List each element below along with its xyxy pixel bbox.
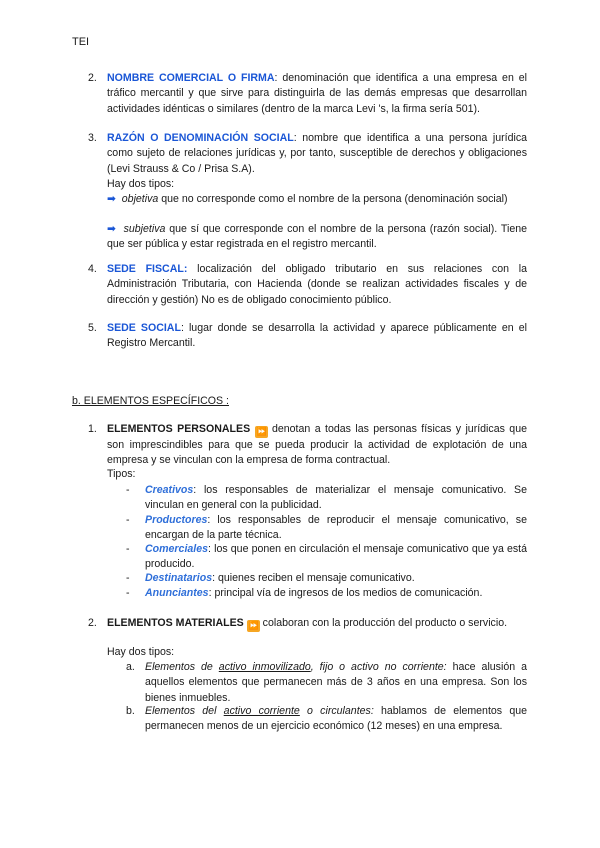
term-sede-social: SEDE SOCIAL — [107, 322, 181, 334]
list-item-sede-fiscal — [107, 262, 527, 308]
type-text: hablamos de elementos que permanecen menos de un ejercicio económico (12 meses) en una empresa. — [145, 705, 527, 733]
type-post: , fijo o activo no corriente: — [310, 661, 447, 673]
type-anunciantes — [145, 586, 527, 601]
term-nombre-comercial: NOMBRE COMERCIAL O FIRMA — [107, 72, 275, 84]
list-number: 1. — [88, 423, 97, 435]
type-post: o circulantes: — [299, 705, 374, 717]
type-activo-inmovilizado — [145, 660, 527, 706]
types-intro: Hay dos tipos: — [107, 178, 175, 190]
type-text: : los responsables de reproducir el mensaje comunicativo, se encargan de la parte técnica. — [145, 514, 527, 542]
list-item-sede-social — [107, 321, 527, 352]
type-subjetiva — [107, 222, 527, 253]
term-sede-fiscal: SEDE FISCAL: — [107, 263, 188, 275]
dash-bullet: - — [126, 543, 130, 555]
term-razon-social: RAZÓN O DENOMINACIÓN SOCIAL — [107, 132, 294, 144]
list-item-nombre-comercial — [107, 71, 527, 117]
list-number: 4. — [88, 263, 97, 275]
types-intro: Tipos: — [107, 468, 136, 480]
type-text: hace alusión a aquellos elementos que permanecen más de 3 años en una empresa. Son los bienes inmuebles. — [145, 661, 527, 704]
term-elementos-personales: ELEMENTOS PERSONALES — [107, 423, 251, 435]
sub-number: a. — [126, 661, 135, 673]
type-text: : los responsables de materializar el mensaje comunicativo. Se vinculan en general con la publicidad. — [145, 484, 527, 512]
arrow-right-icon: ➡ — [107, 193, 116, 205]
type-name: subjetiva — [123, 223, 166, 235]
type-underlined: activo inmovilizado — [218, 661, 311, 673]
dash-bullet: - — [126, 572, 130, 584]
type-pre: Elementos del — [145, 705, 224, 717]
definition-text: : denominación que identifica a una empresa en el tráfico mercantil y que sirve para distinguirla de las demás empresas que desarrollan actividades idénticas o similares (dentro de la marca Levi 's, la firma sería 501). — [107, 72, 527, 115]
list-number: 2. — [88, 617, 97, 629]
type-underlined: activo corriente — [223, 705, 300, 717]
type-text: : los que ponen en circulación el mensaje comunicativo que ya está producido. — [145, 543, 527, 571]
types-intro: Hay dos tipos: — [107, 646, 175, 658]
type-name: Destinatarios — [145, 572, 213, 584]
term-elementos-materiales: ELEMENTOS MATERIALES — [107, 617, 244, 629]
definition-text: : lugar donde se desarrolla la actividad y aparece públicamente en el Registro Mercantil. — [107, 322, 527, 350]
definition-text: : nombre que identifica a una persona jurídica como sujeto de relaciones jurídicas y, por tanto, susceptible de derechos y obligaciones (Levi Strauss & Co / Prisa S.A). — [107, 132, 528, 175]
type-name: Creativos — [145, 484, 194, 496]
arrow-right-icon: ➡ — [107, 223, 116, 235]
type-comerciales — [145, 542, 527, 573]
list-number: 5. — [88, 322, 97, 334]
list-number: 2. — [88, 72, 97, 84]
type-text: que sí que corresponde con el nombre de la persona (razón social). Tiene que ser pública y estar registrada en el registro mercantil. — [107, 223, 527, 251]
sub-number: b. — [126, 705, 135, 717]
type-name: Productores — [145, 514, 208, 526]
fast-forward-icon: ⏩ — [247, 620, 260, 632]
type-name: Anunciantes — [145, 587, 209, 599]
list-item-elementos-materiales — [107, 616, 527, 632]
type-creativos — [145, 483, 527, 514]
dash-bullet: - — [126, 587, 130, 599]
type-productores — [145, 513, 527, 544]
definition-text: colaboran con la producción del producto o servicio. — [259, 617, 508, 629]
list-item-elementos-personales — [107, 422, 527, 469]
type-objetiva — [107, 192, 527, 207]
type-text: : principal vía de ingresos de los medios de comunicación. — [208, 587, 483, 599]
type-pre: Elementos de — [145, 661, 219, 673]
dash-bullet: - — [126, 514, 130, 526]
definition-text: localización del obligado tributario en sus relaciones con la Administración Tributaria, con Hacienda (donde se realizan actividades fiscales y de dirección y gestión) No es de obligado conocimiento público. — [107, 263, 527, 306]
type-destinatarios — [145, 571, 527, 586]
type-text: : quienes reciben el mensaje comunicativo. — [212, 572, 415, 584]
fast-forward-icon: ⏩ — [255, 426, 268, 438]
type-name: Comerciales — [145, 543, 209, 555]
list-number: 3. — [88, 132, 97, 144]
dash-bullet: - — [126, 484, 130, 496]
section-heading: b. ELEMENTOS ESPECÍFICOS : — [72, 395, 229, 407]
type-name: objetiva — [121, 193, 159, 205]
type-text: que no corresponde como el nombre de la persona (denominación social) — [158, 193, 508, 205]
page-header: TEI — [72, 36, 90, 48]
definition-text: denotan a todas las personas físicas y jurídicas que son imprescindibles para que se pueda producir la actividad de explotación de una empresa y se vinculan con la empresa de forma contractual. — [107, 423, 527, 467]
type-activo-corriente — [145, 704, 527, 735]
list-item-razon-social — [107, 131, 527, 177]
